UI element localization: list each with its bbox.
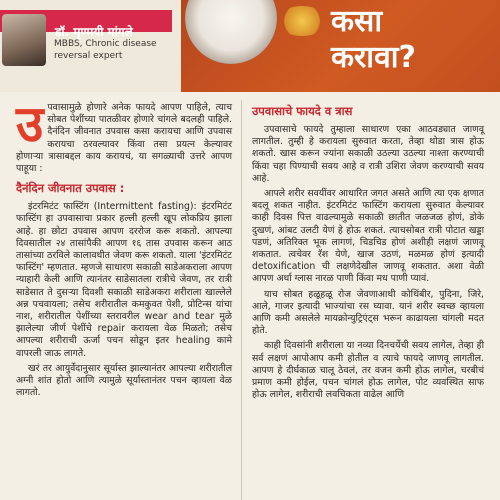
- paragraph: खरं तर आयुर्वेदानुसार सूर्यास्त झाल्यानंतर आपल्या शरीरातील अग्नी शांत होतो आणि त्यामुळे सूर्यास्तानंतर पचन व्हायला वेळ लागतो.: [16, 362, 232, 399]
- plate-illustration: [185, 0, 277, 64]
- column-divider: [241, 100, 242, 500]
- author-credentials: MBBS, Chronic disease reversal expert: [54, 39, 157, 61]
- intro-text: पवासामुळे होणारे अनेक फायदे आपण पाहिले, त्याच सोबत पेशींच्या पातळीवर होणारे चांगले बदलही पाहिले. दैनंदिन जीवनात उपवास कसा करायचा आणि उपवास करायचा ठरवल्यावर किंवा तसा प्रयत्न केल्यावर होणाऱ्या त्रासाबद्दल काय करायचं, या सगळ्याची उत्तरे आपण पाहूया :: [16, 102, 232, 175]
- author-photo: [2, 14, 46, 66]
- author-name-bar: [0, 10, 172, 39]
- paragraph: उपवासाचे फायदे तुम्हाला साधारण एका आठवड्यात जाणवू लागतील. तुम्ही हे करायला सुरुवात करता, तेव्हा थोडा त्रास होऊ शकतो. खास करून ज्यांना सकाळी उठल्या उठल्या नाश्ता करण्याची किंवा चहा पिण्याची सवय आहे व रात्री उशिरा जेवण करण्याची सवय आहे.: [252, 124, 484, 184]
- article-header: [0, 0, 500, 92]
- left-column: [16, 95, 232, 402]
- section-title-daily-fasting: दैनंदिन जीवनात उपवास :: [16, 181, 125, 196]
- paragraph: इंटरमिटंट फास्टिंग (Intermittent fasting): इंटरमिटंट फास्टिंग हा उपवासाचा प्रकार हल्ली हल्ली खूप लोकप्रिय झाला आहे. हा छोटा उपवास आपण दररोज करू शकतो. आपल्या दिवसातील २४ तासांपैकी आपण १६ तास उपवास करून आठ तासांच्या ठरविले कालावधीत जेवण करू शकतो. याला 'इंटरमिटंट फास्टिंग' म्हणतात. म्हणजे साधारण सकाळी साडेअकराला आपण न्याहारी केली आणि त्यानंतर साडेसातला रात्रीचे जेवण, तर रात्री साडेसात ते दुसऱ्या दिवशी सकाळी साडेअकरा शरीराला खाल्लेले अन्न पचवायला; तसेच शरीरातील कमकुवत पेशी, प्रोटिन्स यांचा नाश, शरीरातील पेशींच्या स्तरावरील wear and tear मुळे झालेल्या जीर्ण पेशींचे repair करायला वेळ मिळतो; तसेच आपल्या शरीराची ऊर्जा पचन सोडून इतर healing कामे वापरली जाऊ लागते.: [16, 201, 232, 359]
- intro-paragraph: [16, 95, 232, 175]
- right-column: [252, 104, 484, 404]
- drop-cap: उ: [16, 95, 44, 153]
- section-title-benefits: उपवासाचे फायदे व त्रास: [252, 104, 353, 118]
- title-banner: [181, 0, 500, 92]
- paragraph: आपले शरीर सवयींवर आधारित जगत असते आणि त्या एक क्षणात बदलू शकत नाहीत. इंटरमिटंट फास्टिंग करायला सुरुवात केल्यावर काही दिवस पित्त वाढल्यामुळे सकाळी छातीत जळजळ होणं, डोके दुखणं, आंबट उलटी येणं हे होऊ शकतं. त्याचसोबत रात्री पोटात खड्डा पडणं, अतिरिक्त भूक लागणं, चिडचिड होणं अशीही लक्षणं जाणवू शकतात. त्वचेवर रॅश येणे, खाज उठणं, मळमळ होणं इत्यादी detoxification ची लक्षणेदेखील जाणवू शकतात. अशा वेळी आपण अर्धा ग्लास नारळ पाणी किंवा मध पाणी प्यावं.: [252, 188, 484, 285]
- paragraph: काही दिवसांनी शरीराला या नव्या दिनचर्येची सवय लागेल, तेव्हा ही सर्व लक्षणं आपोआप कमी होतील व त्याचे फायदे जाणवू लागतील. आपण हे दीर्घकाळ चालू ठेवलं, तर वजन कमी होऊ लागेल, चरबीचं प्रमाण कमी होईल, पचन चांगलं होऊ लागेल, पोट व्यवस्थित साफ होऊ लागेल, शरीराची लवचिकता वाढेल आणि: [252, 340, 484, 401]
- food-illustration: [277, 6, 327, 36]
- article-title: [331, 4, 416, 76]
- title-line-2: करावा?: [331, 40, 416, 75]
- author-name: डॉ. मृण्मयी मांगले: [55, 25, 133, 39]
- title-line-1: कसा: [331, 4, 383, 39]
- paragraph: याच सोबत हळूहळू रोज जेवणाआधी कोथिंबीर, पुदिना, जिरे, आले, गाजर इत्यादी भाज्यांचा रस घ्यावा. यानं शरीर स्वच्छ व्हायला आणि कमी असलेले मायक्रोन्युट्रिएंट्स भरून काढायला चांगली मदत होते.: [252, 288, 484, 337]
